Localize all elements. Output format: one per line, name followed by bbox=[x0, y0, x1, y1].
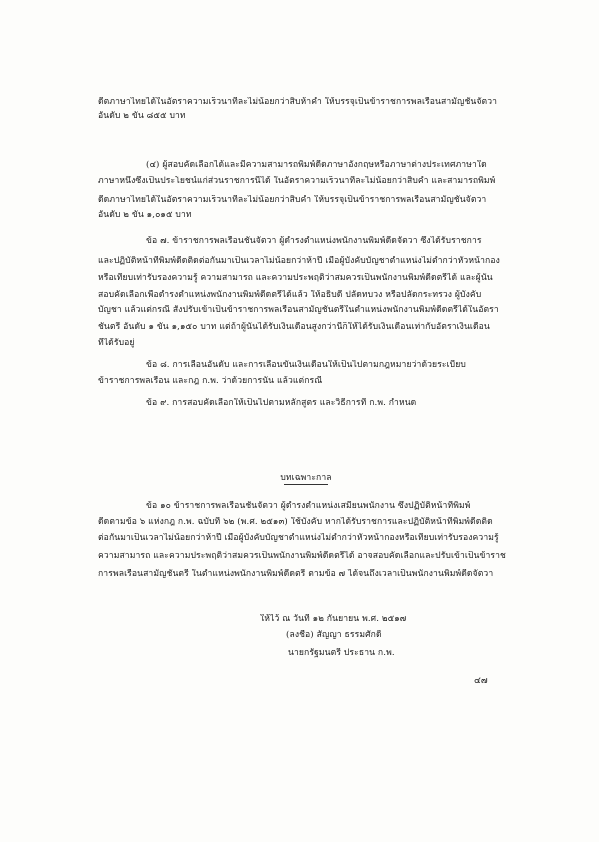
text-line: ข้าราชการพลเรือน และกฎ ก.พ. ว่าด้วยการนั้น แล้วแต่กรณี bbox=[98, 376, 323, 386]
text-line: ชั้นตรี อันดับ ๑ ขั้น ๑,๑๕๐ บาท แต่ถ้าผู้นั้นได้รับเงินเดือนสูงกว่านี้ก็ให้ได้รับเงินเดือนเท่ากับอัตราเงินเดือน bbox=[98, 322, 490, 332]
text-line: ข้อ ๘. การเลื่อนอันดับ และการเลื่อนขั้นเงินเดือนให้เป็นไปตามกฎหมายว่าด้วยระเบียบ bbox=[146, 360, 466, 370]
signature-name: (ลงชื่อ) สัญญา ธรรมศักดิ์ bbox=[286, 630, 382, 640]
signature-title: นายกรัฐมนตรี ประธาน ก.พ. bbox=[288, 648, 395, 658]
text-line: บัญชา แล้วแต่กรณี สั่งปรับเข้าเป็นข้าราชการพลเรือนสามัญชั้นตรีในตำแหน่งพนักงานพิมพ์ดีดตรีได้ในอัตรา bbox=[98, 305, 499, 315]
text-line: ที่ได้รับอยู่ bbox=[98, 338, 135, 348]
text-line: ดีตภาษาไทยได้ในอัตราความเร็วนาทีละไม่น้อยกว่าสิบห้าคำ ให้บรรจุเป็นข้าราชการพลเรือนสามัญชั้นจัตวา bbox=[98, 97, 498, 107]
text-line: ดีดภาษาไทยได้ในอัตราความเร็วนาทีละไม่น้อยกว่าสิบคำ ให้บรรจุเป็นข้าราชการพลเรือนสามัญชั้นจัตวา bbox=[98, 195, 487, 205]
text-line: (๔) ผู้สอบคัดเลือกได้และมีความสามารถพิมพ์ดีดภาษาอังกฤษหรือภาษาต่างประเทศภาษาใด bbox=[146, 160, 487, 170]
text-line: สอบคัดเลือกเพื่อดำรงตำแหน่งพนักงานพิมพ์ดีดตรีได้แล้ว ให้อธิบดี ปลัดทบวง หรือปลัดกระทรวง ผู้บังคับ bbox=[98, 290, 482, 300]
text-line: ภาษาหนึ่งซึ่งเป็นประโยชน์แก่ส่วนราชการนี้ได้ ในอัตราความเร็วนาทีละไม่น้อยกว่าสิบคำ และสามารถพิมพ์ bbox=[98, 176, 496, 186]
text-line: ดีดตามข้อ ๖ แห่งกฎ ก.พ. ฉบับที่ ๖๒ (พ.ศ. ๒๕๑๓) ใช้บังคับ หากได้รับราชการและปฏิบัติหน้าที่พิมพ์ดีดติด bbox=[98, 517, 493, 527]
page-number: ๔๗ bbox=[474, 676, 488, 686]
text-line: ข้อ ๙. การสอบคัดเลือกให้เป็นไปตามหลักสูตร และวิธีการที่ ก.พ. กำหนด bbox=[146, 398, 417, 408]
text-line: และปฏิบัติหน้าที่พิมพ์ดีดติดต่อกันมาเป็นเวลาไม่น้อยกว่าห้าปี เมื่อผู้บังคับบัญชาตำแหน่งไม่ต่ำกว่าหัวหน้ากอง bbox=[98, 256, 500, 266]
heading-underline bbox=[284, 484, 328, 485]
text-line: การพลเรือนสามัญชั้นตรี ในตำแหน่งพนักงานพิมพ์ดีดตรี ตามข้อ ๗ ได้จนถึงเวลาเป็นพนักงานพิมพ์ดีดจัตวา bbox=[98, 569, 494, 579]
text-line: อันดับ ๒ ขั้น ๘๕๕ บาท bbox=[98, 111, 186, 121]
text-line: ความสามารถ และความประพฤติว่าสมควรเป็นพนักงานพิมพ์ดีดตรีได้ อาจสอบคัดเลือกและปรับเข้าเป็นข้าราช bbox=[98, 551, 506, 561]
text-line: อันดับ ๒ ขั้น ๑,๐๑๕ บาท bbox=[98, 210, 192, 220]
text-line: ข้อ ๗. ข้าราชการพลเรือนชั้นจัตวา ผู้ดำรงตำแหน่งพนักงานพิมพ์ดีดจัตวา ซึ่งได้รับราชการ bbox=[146, 236, 482, 246]
section-heading: บทเฉพาะกาล bbox=[280, 473, 332, 483]
text-line: ข้อ ๑๐ ข้าราชการพลเรือนชั้นจัตวา ผู้ดำรงตำแหน่งเสมียนพนักงาน ซึ่งปฏิบัติหน้าที่พิมพ์ bbox=[146, 501, 471, 511]
text-line: หรือเทียบเท่ารับรองความรู้ ความสามารถ และความประพฤติว่าสมควรเป็นพนักงานพิมพ์ดีดตรีได้ และผู้นั้น bbox=[98, 273, 493, 283]
signing-date: ให้ไว้ ณ วันที่ ๑๒ กันยายน พ.ศ. ๒๕๑๗ bbox=[260, 614, 407, 624]
text-line: ต่อกันมาเป็นเวลาไม่น้อยกว่าห้าปี เมื่อผู้บังคับบัญชาตำแหน่งไม่ต่ำกว่าหัวหน้ากองหรือเทียบเท่ารับรองความรู้ bbox=[98, 533, 499, 543]
